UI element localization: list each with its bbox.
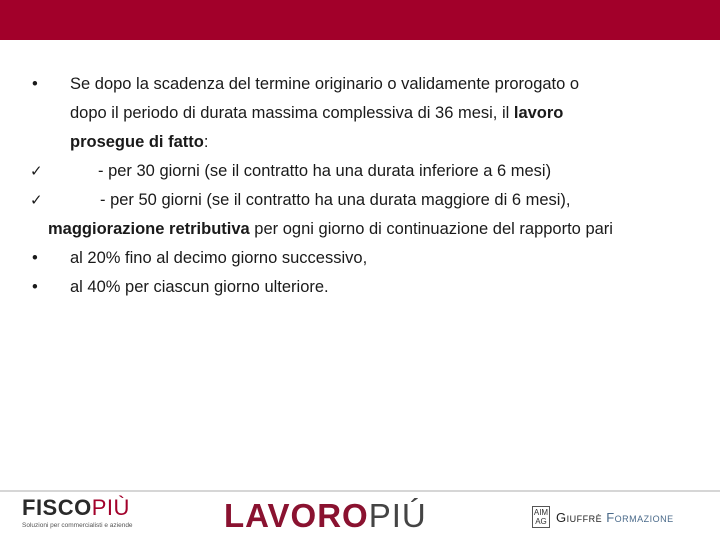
bold-lavoro: lavoro [513, 104, 564, 122]
bullet-item-40 [30, 273, 690, 302]
ag-emblem-icon [532, 506, 550, 528]
bullet-text-40: al 40% per ciascun giorno ulteriore. [70, 278, 329, 296]
bullet-continuation-3 [30, 128, 690, 157]
bold-maggiorazione: maggiorazione retributiva [48, 220, 250, 238]
lavoro-logo-word: LAVORO [224, 497, 369, 534]
lavoropiu-logo [224, 496, 427, 536]
footer-divider [0, 490, 720, 492]
slide-content [30, 70, 690, 302]
bullet-continuation-2 [30, 99, 690, 128]
giuffre-division: Formazione [606, 509, 674, 525]
bullet-icon: • [32, 249, 38, 267]
header-band [0, 0, 720, 40]
bullet-item-20 [30, 244, 690, 273]
checkmark-icon: ✓ [30, 191, 43, 209]
giuffre-name: Giuffrè [556, 509, 603, 525]
colon: : [203, 133, 209, 151]
bullet-text-line-1: Se dopo la scadenza del termine originario o validamente prorogato o [70, 75, 580, 93]
ag-box-bottom: AG [535, 517, 547, 526]
bullet-icon: • [32, 75, 38, 93]
bullet-text-line-2: dopo il periodo di durata massima complessiva di 36 mesi, il [70, 104, 514, 122]
giuffre-formazione-logo [532, 505, 674, 529]
fisco-logo-piu: PIÙ [91, 495, 130, 520]
fiscopiu-logo [22, 497, 142, 533]
checkmark-icon: ✓ [30, 162, 43, 180]
bold-prosegue-di-fatto: prosegue di fatto [70, 133, 204, 151]
bullet-text-20: al 20% fino al decimo giorno successivo, [70, 249, 368, 267]
increase-text: per ogni giorno di continuazione del rapporto pari [249, 220, 613, 238]
lavoro-logo-piu: PIÚ [368, 497, 427, 534]
fisco-logo-word: FISCO [22, 495, 92, 520]
check-text-50-days: - per 50 giorni (se il contratto ha una durata maggiore di 6 mesi), [100, 191, 571, 209]
increase-line [30, 215, 690, 244]
bullet-item-main [30, 70, 690, 99]
bullet-icon: • [32, 278, 38, 296]
check-text-30-days: - per 30 giorni (se il contratto ha una durata inferiore a 6 mesi) [98, 162, 552, 180]
fisco-logo-tagline: Soluzioni per commercialisti e aziende [22, 522, 133, 529]
check-item-30-days [30, 157, 690, 186]
check-item-50-days [30, 186, 690, 215]
ag-box-top: AIM [533, 508, 549, 517]
